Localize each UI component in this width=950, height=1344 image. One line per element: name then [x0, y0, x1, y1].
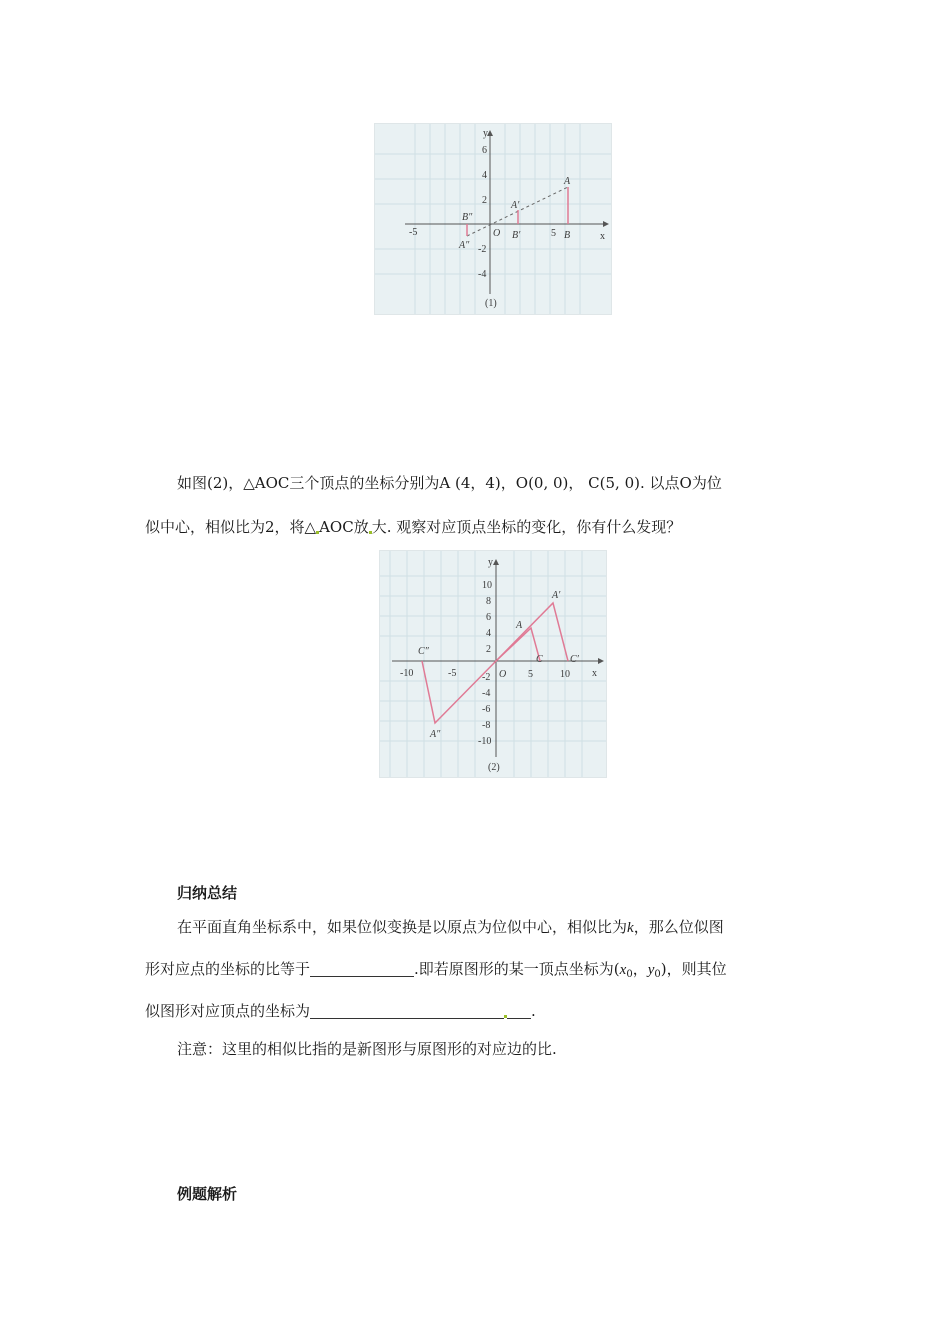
problem-text: 似中心，相似比为2，将△ — [145, 518, 317, 536]
x-tick: -5 — [409, 227, 418, 238]
coord-subscript: 0 — [626, 969, 633, 980]
x-axis-label: x — [600, 231, 605, 242]
point-label-B-prime: B′ — [512, 230, 521, 241]
figure-2-caption: (2) — [488, 762, 500, 773]
problem-line-1 — [145, 476, 842, 491]
y-tick: -10 — [478, 736, 492, 747]
origin-label: O — [493, 228, 501, 239]
y-tick: -4 — [478, 269, 487, 280]
figure-1-grid — [375, 124, 611, 314]
y-tick: -8 — [482, 720, 491, 731]
summary-line-2 — [145, 962, 810, 982]
fill-in-blank-2[interactable] — [310, 1004, 504, 1019]
point-label-A-double-prime: A″ — [459, 240, 470, 251]
summary-line-3 — [145, 1004, 810, 1019]
point-label-B: B — [564, 230, 571, 241]
coord-subscript: 0 — [654, 969, 661, 980]
summary-text: 在平面直角坐标系中，如果位似变换是以原点为位似中心，相似比为 — [177, 918, 628, 936]
x-axis-label: x — [592, 668, 597, 679]
figure-1-graph — [375, 124, 611, 314]
coord-y0: y — [647, 962, 655, 978]
summary-text: 似图形对应顶点的坐标为 — [145, 1002, 311, 1020]
point-label-A-prime: A′ — [552, 590, 561, 601]
y-axis-label: y — [483, 128, 488, 139]
point-label-A-double-prime: A″ — [430, 729, 441, 740]
y-tick: 8 — [486, 596, 491, 607]
summary-text: 形对应点的坐标的比等于 — [145, 960, 311, 978]
fill-in-blank-2-tail — [507, 1004, 531, 1019]
point-label-A: A — [564, 176, 571, 187]
point-label-A-prime: A′ — [511, 200, 520, 211]
figure-1 — [374, 123, 612, 315]
x-tick: -10 — [400, 668, 414, 679]
summary-text: ，那么位似图 — [633, 918, 724, 936]
y-tick: 6 — [486, 612, 491, 623]
coord-separator: ， — [632, 960, 648, 978]
y-axis-label: y — [488, 557, 493, 568]
x-tick: 5 — [551, 228, 556, 239]
y-tick: 4 — [482, 170, 487, 181]
y-tick: -2 — [478, 244, 487, 255]
y-tick: 6 — [482, 145, 487, 156]
problem-text: 如图(2)，△AOC三个顶点的坐标分别为A (4，4)，O(0, 0)， C(5, 0). 以点O为位 — [177, 474, 722, 492]
summary-text: . — [531, 1002, 536, 1020]
x-tick: -5 — [448, 668, 457, 679]
triangle-AOC — [496, 628, 540, 661]
problem-text: 大. 观察对应顶点坐标的变化，你有什么发现？ — [371, 518, 682, 536]
fill-in-blank-1[interactable] — [310, 962, 414, 977]
summary-text: .即若原图形的某一顶点坐标为( — [414, 960, 620, 978]
y-tick: -2 — [482, 672, 491, 683]
summary-note — [145, 1042, 842, 1057]
similarity-ratio-k: k — [627, 920, 634, 936]
point-label-A: A — [516, 620, 523, 631]
point-label-C-prime: C′ — [570, 654, 579, 665]
summary-text: )，则其位 — [660, 960, 727, 978]
figure-1-caption: (1) — [485, 298, 497, 309]
example-heading: 例题解析 — [177, 1185, 238, 1203]
point-label-C: C — [536, 654, 543, 665]
y-tick: -4 — [482, 688, 491, 699]
problem-line-2 — [145, 520, 810, 535]
origin-label: O — [499, 669, 507, 680]
coord-x0: x — [619, 962, 627, 978]
point-label-B-double-prime: B″ — [462, 212, 473, 223]
y-tick: 2 — [482, 195, 487, 206]
problem-text: AOC放 — [319, 518, 369, 536]
x-tick: 10 — [560, 669, 570, 680]
point-label-C-double-prime: C″ — [418, 646, 429, 657]
summary-heading: 归纳总结 — [177, 884, 238, 902]
figure-2 — [379, 550, 607, 778]
y-tick: -6 — [482, 704, 491, 715]
figure-2-graph — [380, 551, 606, 777]
y-tick: 10 — [482, 580, 492, 591]
x-tick: 5 — [528, 669, 533, 680]
note-text: 注意：这里的相似比指的是新图形与原图形的对应边的比. — [177, 1040, 557, 1058]
summary-line-1 — [145, 920, 842, 936]
y-tick: 2 — [486, 644, 491, 655]
y-tick: 4 — [486, 628, 491, 639]
